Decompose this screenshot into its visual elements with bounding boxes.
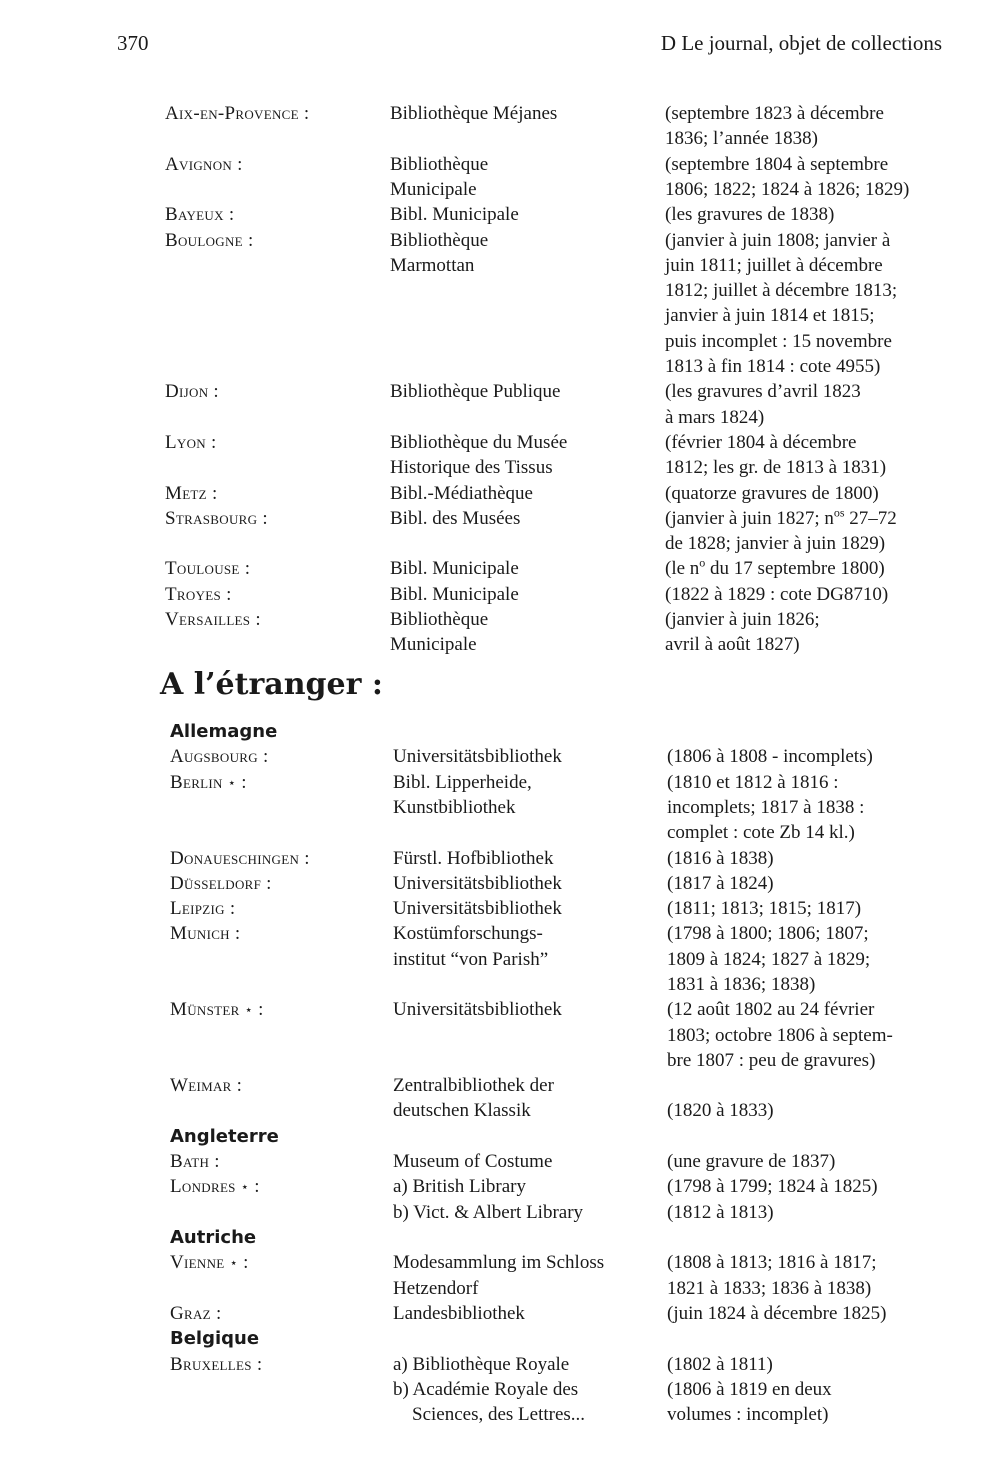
holdings-line: à mars 1824) [665, 406, 765, 428]
library-line: Universitätsbibliothek [393, 872, 562, 894]
library-line: Municipale [390, 178, 477, 200]
holdings-line: 1836; l’année 1838) [665, 128, 819, 150]
library-line: institut “von Parish” [393, 948, 549, 970]
holdings [667, 1149, 835, 1174]
holdings-line: (1810 et 1812 à 1816 : [667, 771, 839, 793]
holdings [665, 228, 897, 380]
library-line: Municipale [390, 634, 477, 656]
city-name: Berlin ⋆ : [170, 771, 247, 793]
library-entry [0, 921, 1000, 997]
holdings-line: (1811; 1813; 1815; 1817) [667, 898, 862, 920]
holdings-line: (le $n^o$ du 17 septembre 1800) [665, 556, 885, 580]
holdings-line: 1821 à 1833; 1836 à 1838) [667, 1277, 872, 1299]
city-name: Troyes : [165, 583, 232, 605]
city-name: Vienne ⋆ : [170, 1252, 249, 1274]
city-name: Münster ⋆ : [170, 999, 264, 1021]
library-entry [0, 1174, 1000, 1225]
library-line: Bibliothèque [390, 153, 489, 175]
library-line: deutschen Klassik [393, 1100, 531, 1122]
holdings-line: (janvier à juin 1826; [665, 609, 820, 630]
library-line: Landesbibliothek [393, 1302, 525, 1324]
holdings-line [667, 1073, 774, 1098]
library-name [393, 1073, 554, 1124]
abroad-heading: A l’étranger : [160, 667, 383, 702]
library-name [393, 871, 562, 896]
star-icon: ⋆ [227, 774, 237, 790]
city-name: Boulogne : [165, 229, 254, 251]
running-title: D Le journal, objet de collections [660, 31, 942, 55]
library-entry [0, 1250, 1000, 1301]
library-name [393, 1174, 583, 1225]
holdings-line: (1822 à 1829 : cote DG8710) [665, 583, 889, 605]
library-entry [0, 101, 1000, 152]
holdings-line: (septembre 1804 à septembre [665, 153, 889, 175]
library-line: Bibliothèque Publique [390, 381, 561, 403]
holdings-line: 1803; octobre 1806 à septem- [667, 1024, 893, 1046]
holdings-line: puis incomplet : 15 novembre [665, 330, 892, 352]
holdings [665, 202, 834, 227]
page-header [0, 31, 1000, 61]
library-entry [0, 152, 1000, 203]
holdings-line: 1806; 1822; 1824 à 1826; 1829) [665, 178, 910, 200]
city-name: Düsseldorf : [170, 872, 272, 894]
library-name [393, 770, 532, 821]
holdings-line: (1806 à 1819 en deux [667, 1378, 832, 1400]
holdings [665, 582, 888, 607]
holdings-line: (1816 à 1838) [667, 847, 774, 869]
library-line: b) Vict. & Albert Library [393, 1201, 584, 1223]
library-entry [0, 582, 1000, 607]
library-line: Kunstbibliothek [393, 796, 516, 818]
library-entry [0, 744, 1000, 769]
library-line: b) Académie Royale des [393, 1378, 579, 1400]
library-entry [0, 379, 1000, 430]
library-entry [0, 871, 1000, 896]
holdings [667, 744, 873, 769]
holdings-line: (septembre 1823 à décembre [665, 103, 884, 124]
library-line: Bibliothèque [390, 229, 489, 251]
star-icon: ⋆ [240, 1179, 250, 1195]
library-line: Bibl. des Musées [390, 507, 521, 529]
library-line: Sciences, des Lettres... [393, 1404, 586, 1426]
country-heading: Allemagne [170, 721, 278, 742]
country-heading: Autriche [170, 1227, 257, 1248]
holdings [665, 152, 909, 203]
holdings-line: 1812; juillet à décembre 1813; [665, 280, 898, 302]
library-name [393, 744, 562, 769]
holdings-line: janvier à juin 1814 et 1815; [665, 305, 875, 327]
library-line: Kostümforschungs- [393, 923, 543, 945]
holdings-line: (1817 à 1824) [667, 872, 774, 894]
holdings-line: (1798 à 1800; 1806; 1807; [667, 923, 869, 945]
holdings [667, 1301, 886, 1326]
library-line: Bibl. Municipale [390, 204, 519, 226]
city-name: Leipzig : [170, 898, 236, 920]
city-name: Munich : [170, 923, 241, 945]
holdings-line: (février 1804 à décembre [665, 431, 857, 453]
library-line: Museum of Costume [393, 1151, 553, 1173]
library-entry [0, 1301, 1000, 1326]
country-heading: Belgique [170, 1328, 260, 1350]
city-name: Dijon : [165, 381, 220, 403]
city-name: Bath : [170, 1151, 220, 1173]
library-line: Bibl.-Médiathèque [390, 482, 533, 504]
city-name: Bayeux : [165, 204, 235, 226]
library-line: Bibliothèque du Musée [390, 431, 568, 453]
holdings-line: 1813 à fin 1814 : cote 4955) [665, 355, 881, 377]
holdings [665, 607, 820, 658]
holdings-line: volumes : incomplet) [667, 1404, 829, 1426]
holdings [667, 896, 861, 921]
library-entry [0, 607, 1000, 658]
library-line: Fürstl. Hofbibliothek [393, 847, 554, 869]
library-name [390, 607, 488, 658]
holdings-line: (1806 à 1808 - incomplets) [667, 746, 873, 768]
library-name [390, 101, 557, 126]
library-line: Universitätsbibliothek [393, 999, 562, 1021]
library-name [390, 582, 519, 607]
holdings [665, 481, 879, 506]
holdings-line: (les gravures d’avril 1823 [665, 381, 861, 403]
library-entry [0, 506, 1000, 557]
holdings-line: (1808 à 1813; 1816 à 1817; [667, 1252, 877, 1274]
library-line: Universitätsbibliothek [393, 898, 562, 920]
holdings [667, 997, 893, 1073]
holdings-line: (une gravure de 1837) [667, 1151, 836, 1173]
holdings-line: incomplets; 1817 à 1838 : [667, 796, 865, 818]
holdings [667, 871, 774, 896]
holdings-line: (les gravures de 1838) [665, 204, 835, 226]
city-name: Augsbourg : [170, 746, 269, 768]
holdings-line: juin 1811; juillet à décembre [665, 254, 883, 276]
holdings-line: (1802 à 1811) [667, 1353, 773, 1375]
holdings [667, 846, 774, 871]
library-name [390, 228, 488, 279]
city-name: Metz : [165, 482, 218, 504]
library-line: a) Bibliothèque Royale [393, 1353, 570, 1375]
holdings [667, 921, 870, 997]
library-line: Bibliothèque [390, 609, 489, 630]
holdings-line: (juin 1824 à décembre 1825) [667, 1302, 887, 1324]
library-entry [0, 481, 1000, 506]
library-line: Zentralbibliothek der [393, 1075, 554, 1097]
library-entry [0, 1149, 1000, 1174]
library-line: Hetzendorf [393, 1277, 479, 1299]
library-entry [0, 556, 1000, 581]
holdings [667, 770, 864, 846]
library-name [393, 921, 548, 972]
star-icon: ⋆ [229, 1255, 239, 1271]
library-entry [0, 997, 1000, 1073]
holdings-line: (janvier à juin 1808; janvier à [665, 229, 891, 251]
holdings [667, 1352, 832, 1428]
library-line: Universitätsbibliothek [393, 746, 562, 768]
city-name: Londres ⋆ : [170, 1176, 260, 1198]
page-number: 370 [117, 31, 149, 55]
holdings [665, 379, 861, 430]
library-entry [0, 770, 1000, 846]
holdings [667, 1174, 878, 1225]
holdings-line: (12 août 1802 au 24 février [667, 999, 875, 1021]
library-line: Bibliothèque Méjanes [390, 103, 558, 124]
library-name [390, 556, 519, 581]
holdings-line: 1809 à 1824; 1827 à 1829; [667, 948, 871, 970]
holdings [665, 101, 884, 152]
library-entry [0, 896, 1000, 921]
city-name: Lyon : [165, 431, 217, 453]
library-entry [0, 1073, 1000, 1124]
holdings-line: bre 1807 : peu de gravures) [667, 1049, 876, 1071]
holdings-line: 1812; les gr. de 1813 à 1831) [665, 457, 887, 479]
city-name: Bruxelles : [170, 1353, 263, 1375]
library-name [390, 379, 560, 404]
city-name: Versailles : [165, 609, 261, 630]
library-line: Marmottan [390, 254, 475, 276]
library-entry [0, 228, 1000, 380]
library-name [393, 846, 553, 871]
country-heading: Angleterre [170, 1125, 279, 1147]
library-name [393, 1301, 525, 1326]
holdings-line: de 1828; janvier à juin 1829) [665, 533, 886, 555]
star-icon: ⋆ [244, 1002, 254, 1018]
library-entry [0, 202, 1000, 227]
library-name [390, 430, 567, 481]
library-line: Bibl. Municipale [390, 583, 519, 605]
holdings-line: (1820 à 1833) [667, 1100, 774, 1122]
library-name [393, 1250, 604, 1301]
library-name [390, 202, 519, 227]
holdings [665, 506, 897, 557]
library-name [393, 997, 562, 1022]
city-name: Aix-en-Provence : [165, 103, 310, 124]
library-name [390, 481, 533, 506]
library-line: Modesammlung im Schloss [393, 1252, 605, 1274]
holdings-line: complet : cote Zb 14 kl.) [667, 822, 855, 844]
library-name [390, 506, 520, 531]
city-name: Strasbourg : [165, 507, 268, 529]
holdings-line: (1798 à 1799; 1824 à 1825) [667, 1176, 878, 1198]
holdings [667, 1250, 877, 1301]
holdings-line: (janvier à juin 1827; $n^{os}$ 27–72 [665, 505, 897, 529]
city-name: Toulouse : [165, 558, 251, 580]
library-line: a) British Library [393, 1176, 526, 1198]
library-name [393, 1149, 552, 1174]
holdings-line: avril à août 1827) [665, 634, 800, 656]
city-name: Donaueschingen : [170, 847, 310, 869]
library-line: Historique des Tissus [390, 457, 553, 479]
library-entry [0, 846, 1000, 871]
city-name: Weimar : [170, 1075, 243, 1097]
library-line: Bibl. Lipperheide, [393, 771, 532, 793]
holdings-line: (1812 à 1813) [667, 1201, 774, 1223]
library-name [393, 1352, 585, 1428]
city-name: Graz : [170, 1302, 222, 1324]
holdings [667, 1073, 774, 1124]
library-name [393, 896, 562, 921]
holdings-line: (quatorze gravures de 1800) [665, 482, 879, 504]
library-entry [0, 1352, 1000, 1428]
holdings [665, 556, 885, 581]
library-line: Bibl. Municipale [390, 558, 519, 580]
holdings-line: 1831 à 1836; 1838) [667, 973, 816, 995]
library-entry [0, 430, 1000, 481]
holdings [665, 430, 886, 481]
library-name [390, 152, 488, 203]
city-name: Avignon : [165, 153, 243, 175]
